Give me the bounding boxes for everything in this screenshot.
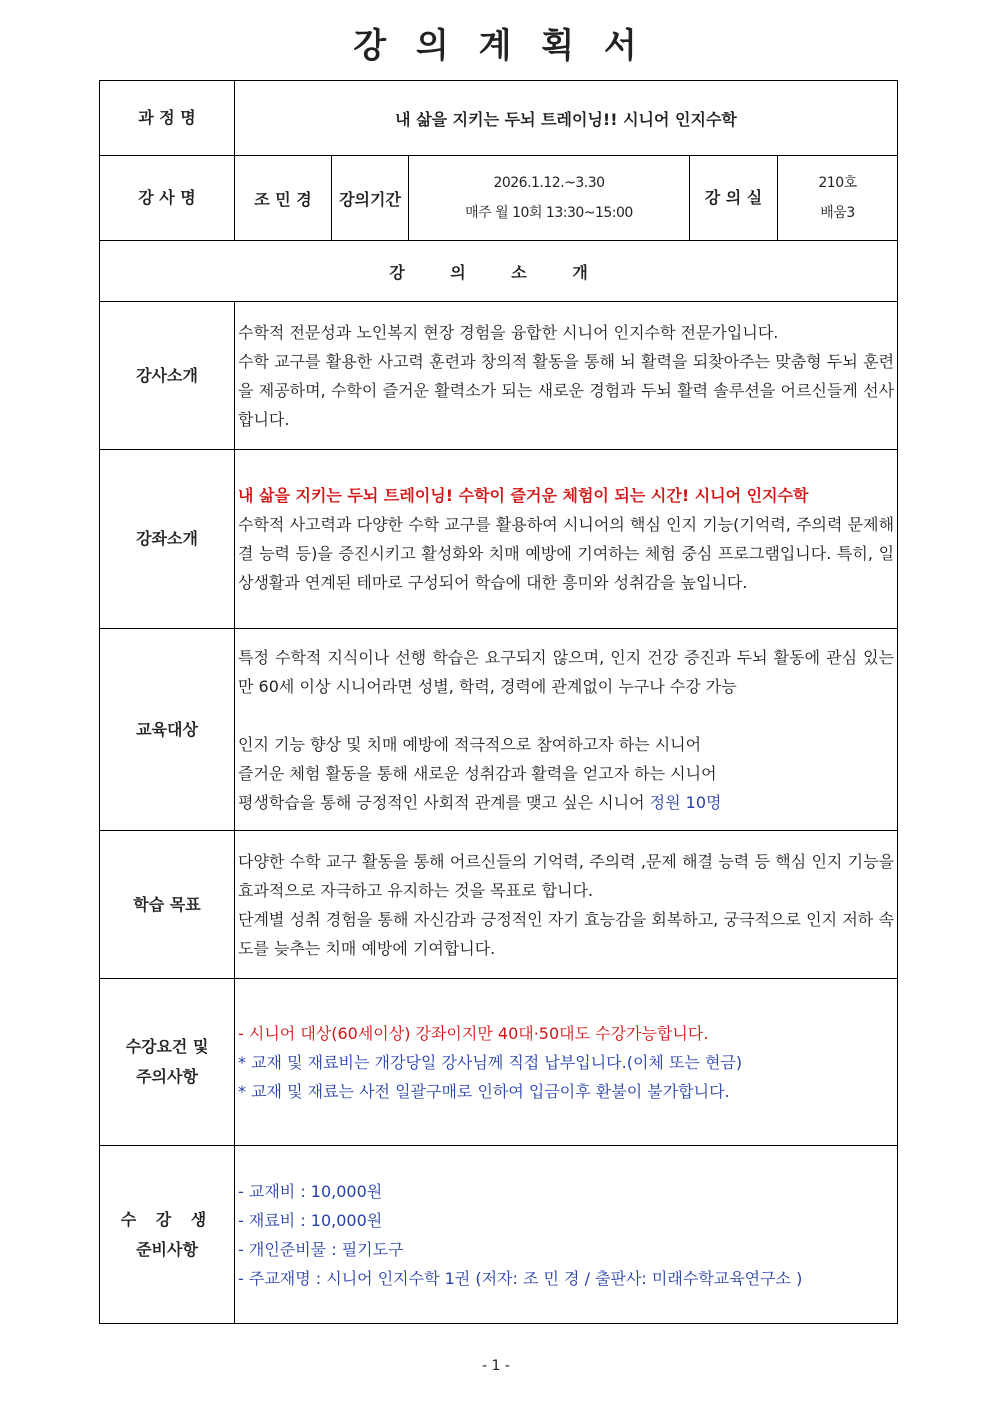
course-intro-body: 수학적 사고력과 다양한 수학 교구를 활용하여 시니어의 핵심 인지 기능(기억력, 주의력 문제해결 능력 등)을 증진시키고 활성화와 치매 예방에 기여하는 체험 중심 프로그램입니다. 특히, 일상생활과 연계된 테마로 구성되어 학습에 대한 흥미와 성취감을 높입니다. xyxy=(238,515,895,592)
target-item: 평생학습을 통해 긍정적인 사회적 관계를 맺고 싶은 시니어 xyxy=(238,792,645,812)
target-label: 교육대상 xyxy=(100,629,235,831)
course-intro-label: 강좌소개 xyxy=(100,450,235,629)
period-dates: 2026.1.12.~3.30 xyxy=(493,175,605,191)
requirements-text xyxy=(235,979,898,1146)
goal-line: 다양한 수학 교구 활동을 통해 어르신들의 기억력, 주의력 ,문제 해결 능력 등 핵심 인지 기능을 효과적으로 자극하고 유지하는 것을 목표로 합니다. xyxy=(238,851,895,900)
prep-line: - 재료비 : 10,000원 xyxy=(238,1210,383,1230)
prep-line: - 개인준비물 : 필기도구 xyxy=(238,1239,404,1259)
requirements-line-blue: * 교재 및 재료비는 개강당일 강사님께 직접 납부입니다.(이체 또는 현금) xyxy=(238,1052,743,1072)
requirements-label xyxy=(100,979,235,1146)
page-number: - 1 - xyxy=(482,1358,510,1374)
target-text xyxy=(235,629,898,831)
instructor-intro-row xyxy=(100,302,898,450)
room-number: 210호 xyxy=(818,175,857,191)
instructor-label: 강 사 명 xyxy=(100,156,235,241)
room-label: 강 의 실 xyxy=(690,156,778,241)
prep-label-line: 수 강 생 xyxy=(120,1209,214,1229)
target-row xyxy=(100,629,898,831)
instructor-intro-line: 수학 교구를 활용한 사고력 훈련과 창의적 활동을 통해 뇌 활력을 되찾아주는 맞춤형 두뇌 훈련을 제공하며, 수학이 즐거운 활력소가 되는 새로운 경험과 두뇌 활력 솔루션을 어르신들게 선사합니다. xyxy=(238,351,895,429)
room-name: 배움3 xyxy=(820,205,855,221)
goal-line: 단계별 성취 경험을 통해 자신감과 긍정적인 자기 효능감을 회복하고, 궁극적으로 인지 저하 속도를 늦추는 치매 예방에 기여합니다. xyxy=(238,909,895,958)
course-intro-text xyxy=(235,450,898,629)
requirements-label-line: 수강요건 및 xyxy=(125,1037,209,1056)
instructor-intro-label: 강사소개 xyxy=(100,302,235,450)
prep-line: - 주교재명 : 시니어 인지수학 1권 (저자: 조 민 경 / 출판사: 미래수학교육연구소 ) xyxy=(238,1268,803,1288)
instructor-row xyxy=(100,156,898,241)
goal-label: 학습 목표 xyxy=(100,831,235,979)
document-title: 강 의 계 획 서 xyxy=(353,26,639,66)
requirements-line-blue: * 교재 및 재료는 사전 일괄구매로 인하여 입금이후 환불이 불가합니다. xyxy=(238,1081,730,1101)
prep-line: - 교재비 : 10,000원 xyxy=(238,1181,383,1201)
course-intro-row xyxy=(100,450,898,629)
prep-label xyxy=(100,1146,235,1324)
target-intro: 특정 수학적 지식이나 선행 학습은 요구되지 않으며, 인지 건강 증진과 두뇌 활동에 관심 있는 만 60세 이상 시니어라면 성별, 학력, 경력에 관계없이 누구나 수강 가능 xyxy=(238,647,895,696)
instructor-name: 조 민 경 xyxy=(235,156,332,241)
prep-label-line: 준비사항 xyxy=(136,1239,198,1259)
period-label: 강의기간 xyxy=(332,156,409,241)
lecture-plan-table xyxy=(99,80,898,1324)
section-header-row xyxy=(100,241,898,302)
instructor-intro-line: 수학적 전문성과 노인복지 현장 경험을 융합한 시니어 인지수학 전문가입니다. xyxy=(238,322,779,342)
room-value xyxy=(778,156,898,241)
prep-text xyxy=(235,1146,898,1324)
course-row xyxy=(100,81,898,156)
prep-row xyxy=(100,1146,898,1324)
period-value xyxy=(409,156,690,241)
target-item: 즐거운 체험 활동을 통해 새로운 성취감과 활력을 얻고자 하는 시니어 xyxy=(238,763,717,783)
requirements-label-line: 주의사항 xyxy=(136,1067,198,1086)
requirements-row xyxy=(100,979,898,1146)
capacity: 정원 10명 xyxy=(649,792,722,812)
target-item: 인지 기능 향상 및 치매 예방에 적극적으로 참여하고자 하는 시니어 xyxy=(238,734,702,754)
section-header: 강 의 소 개 xyxy=(100,241,898,302)
instructor-intro-text xyxy=(235,302,898,450)
goal-row xyxy=(100,831,898,979)
goal-text xyxy=(235,831,898,979)
requirements-line-red: - 시니어 대상(60세이상) 강좌이지만 40대·50대도 수강가능합니다. xyxy=(238,1023,709,1043)
course-name: 내 삶을 지키는 두뇌 트레이닝!! 시니어 인지수학 xyxy=(235,81,898,156)
period-schedule: 매주 월 10회 13:30~15:00 xyxy=(465,205,633,221)
course-label: 과 정 명 xyxy=(100,81,235,156)
course-intro-headline: 내 삶을 지키는 두뇌 트레이닝! 수학이 즐거운 체험이 되는 시간! 시니어 인지수학 xyxy=(238,486,809,505)
